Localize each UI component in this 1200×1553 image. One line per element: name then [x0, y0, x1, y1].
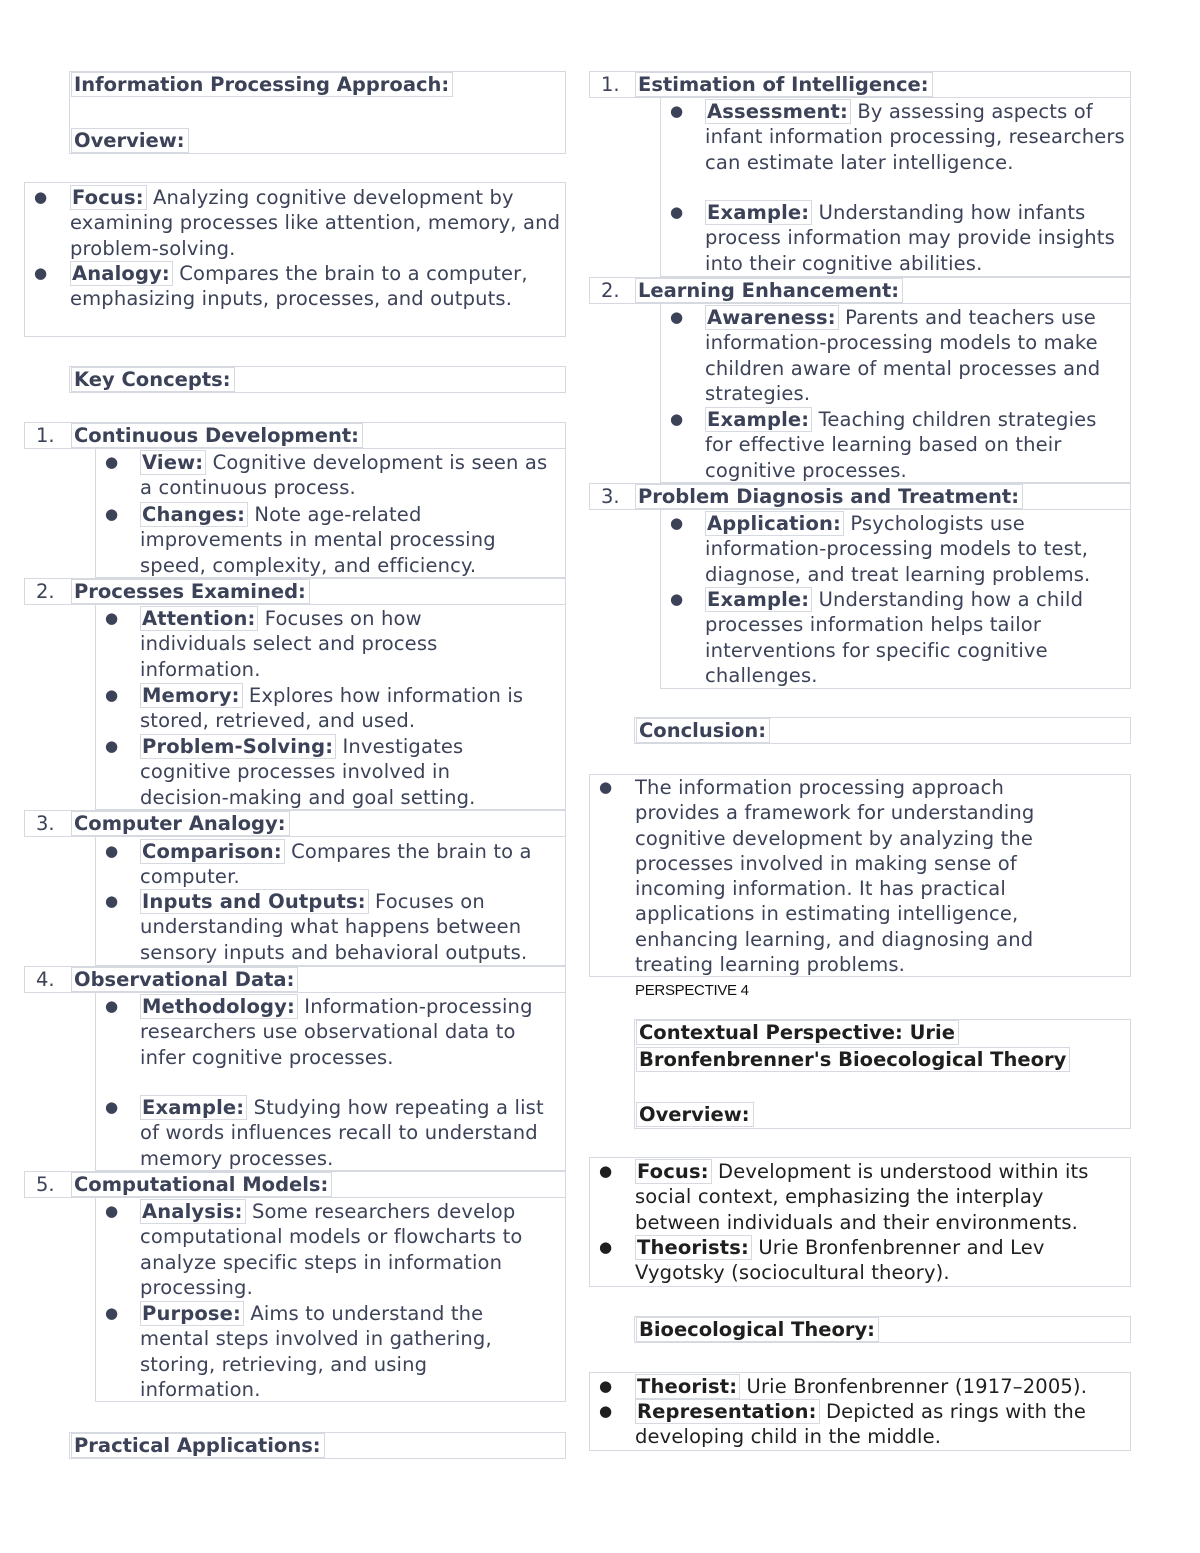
bio-heading: Bioecological Theory:	[636, 1317, 879, 1342]
conclusion-heading: Conclusion:	[636, 718, 770, 743]
concept-title: Observational Data:	[71, 967, 298, 992]
bullet-icon: ●	[105, 1304, 119, 1322]
bullet-icon: ●	[105, 737, 119, 755]
bullet-icon: ●	[670, 102, 684, 120]
bullet-icon: ●	[670, 410, 684, 428]
list-item: Memory: Explores how information is stored, retrieved, and used.	[140, 684, 524, 733]
bullet-icon: ●	[105, 609, 119, 627]
list-item: Focus: Development is understood within its social context, emphasizing the interplay between individuals and their environments.	[635, 1160, 1089, 1234]
application-number: 2.	[601, 279, 620, 302]
concept-number: 2.	[36, 580, 55, 603]
list-item: Example: Understanding how a child processes information helps tailor interventions for specific cognitive challenges.	[705, 588, 1084, 687]
list-item: Inputs and Outputs: Focuses on understanding what happens between sensory inputs and behavioral outputs.	[140, 890, 528, 964]
application-number: 1.	[601, 73, 620, 96]
contextual-title-line2: Bronfenbrenner's Bioecological Theory	[636, 1047, 1070, 1072]
bullet-icon: ●	[105, 505, 119, 523]
list-item: Methodology: Information-processing researchers use observational data to infer cognitive processes.	[140, 995, 533, 1069]
list-item: Analysis: Some researchers develop computational models or flowcharts to analyze specific steps in information processing.	[140, 1200, 523, 1299]
application-number: 3.	[601, 485, 620, 508]
bullet-icon: ●	[105, 892, 119, 910]
bullet-icon: ●	[670, 308, 684, 326]
bullet-icon: ●	[599, 1377, 613, 1395]
bullet-icon: ●	[599, 778, 613, 796]
concept-title: Computer Analogy:	[71, 811, 290, 836]
bullet-icon: ●	[105, 1202, 119, 1220]
list-item: Example: Studying how repeating a list of words influences recall to understand memory processes.	[140, 1096, 544, 1170]
list-item: Theorist: Urie Bronfenbrenner (1917–2005).	[637, 1375, 1088, 1398]
page-title: Information Processing Approach:	[71, 72, 453, 97]
bullet-icon: ●	[105, 842, 119, 860]
concept-number: 4.	[36, 968, 55, 991]
list-item: Example: Understanding how infants process information may provide insights into their cognitive abilities.	[705, 201, 1115, 275]
list-item: Assessment: By assessing aspects of infant information processing, researchers can estimate later intelligence.	[705, 100, 1125, 174]
application-title: Problem Diagnosis and Treatment:	[635, 484, 1023, 509]
application-title: Learning Enhancement:	[635, 278, 903, 303]
list-item: Changes: Note age-related improvements in mental processing speed, complexity, and efficiency.	[140, 503, 496, 577]
perspective-label: PERSPECTIVE 4	[635, 982, 749, 999]
concept-number: 1.	[36, 424, 55, 447]
overview-heading: Overview:	[71, 128, 189, 153]
bullet-icon: ●	[599, 1162, 613, 1180]
bullet-icon: ●	[599, 1402, 613, 1420]
list-item: Problem-Solving: Investigates cognitive processes involved in decision-making and goal setting.	[140, 735, 476, 809]
bullet-icon: ●	[105, 1098, 119, 1116]
concept-title: Continuous Development:	[71, 423, 363, 448]
key-concepts-heading: Key Concepts:	[71, 367, 235, 392]
list-item: Analogy: Compares the brain to a computer, emphasizing inputs, processes, and outputs.	[70, 262, 528, 311]
bullet-icon: ●	[34, 264, 48, 282]
list-item: Theorists: Urie Bronfenbrenner and Lev Vygotsky (sociocultural theory).	[635, 1236, 1045, 1285]
list-item: Focus: Analyzing cognitive development by examining processes like attention, memory, and problem-solving.	[70, 186, 561, 260]
list-item: Purpose: Aims to understand the mental steps involved in gathering, storing, retrieving, and using information.	[140, 1302, 492, 1401]
bullet-icon: ●	[670, 514, 684, 532]
application-title: Estimation of Intelligence:	[635, 72, 933, 97]
list-item: Application: Psychologists use information-processing models to test, diagnose, and treat learning problems.	[705, 512, 1091, 586]
practical-heading: Practical Applications:	[71, 1433, 325, 1458]
concept-title: Processes Examined:	[71, 579, 310, 604]
concept-number: 5.	[36, 1173, 55, 1196]
list-item: Attention: Focuses on how individuals select and process information.	[140, 607, 438, 681]
contextual-title-line1: Contextual Perspective: Urie	[636, 1020, 959, 1045]
bullet-icon: ●	[599, 1238, 613, 1256]
bullet-icon: ●	[105, 686, 119, 704]
bullet-icon: ●	[105, 997, 119, 1015]
list-item: Awareness: Parents and teachers use information-processing models to make children aware of mental processes and strategies.	[705, 306, 1101, 405]
bullet-icon: ●	[34, 188, 48, 206]
bullet-icon: ●	[670, 203, 684, 221]
concept-title: Computational Models:	[71, 1172, 332, 1197]
list-item: Representation: Depicted as rings with the developing child in the middle.	[635, 1400, 1086, 1449]
list-item: Example: Teaching children strategies for effective learning based on their cognitive processes.	[705, 408, 1097, 482]
bullet-icon: ●	[105, 453, 119, 471]
list-item: Comparison: Compares the brain to a computer.	[140, 840, 532, 889]
overview-heading: Overview:	[636, 1102, 754, 1127]
list-item: View: Cognitive development is seen as a continuous process.	[140, 451, 548, 500]
concept-number: 3.	[36, 812, 55, 835]
bullet-icon: ●	[670, 590, 684, 608]
conclusion-text: The information processing approach provides a framework for understanding cognitive development by analyzing the processes involved in making sense of incoming information. It has practical applications in estimating intelligence, enhancing learning, and diagnosing and treating learning problems.	[635, 776, 1035, 977]
